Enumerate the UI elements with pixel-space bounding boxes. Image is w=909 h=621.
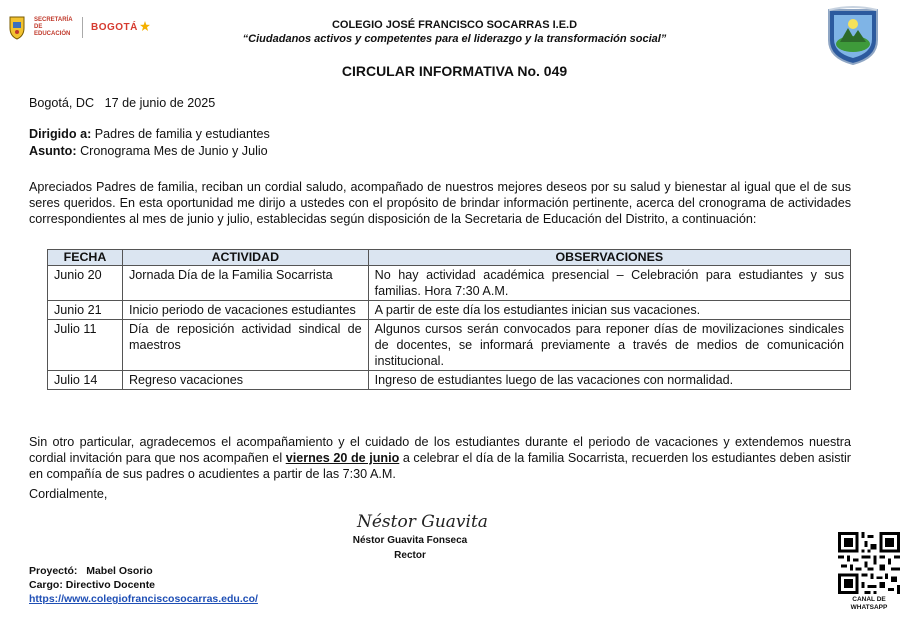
school-website-link[interactable]: https://www.colegiofranciscosocarras.edu.co/	[29, 593, 258, 605]
closing-paragraph	[29, 434, 851, 482]
secretaria-educacion-logo: SECRETARÍA DE EDUCACIÓN	[34, 17, 83, 38]
bogota-logo-text: BOGOTÁ	[91, 21, 138, 33]
cell-actividad: Regreso vacaciones	[122, 371, 368, 390]
qr-label	[832, 596, 906, 612]
closing-text-1: Sin otro particular, agradecemos el acompañamiento y el cuidado de los estudiantes durante el periodo de vacaciones y extendemos nuestra cordial invitación para que nos acompañen el	[29, 435, 851, 465]
prepared-by	[29, 564, 258, 578]
circular-title: CIRCULAR INFORMATIVA No. 049	[341, 63, 568, 79]
header-actividad: ACTIVIDAD	[122, 250, 368, 266]
header-observaciones: OBSERVACIONES	[368, 250, 850, 266]
role-line: Cargo: Directivo Docente	[29, 579, 156, 591]
table-row	[48, 266, 851, 301]
schedule-table	[47, 249, 851, 390]
intro-paragraph: Apreciados Padres de familia, reciban un cordial saludo, acompañado de nuestros mejores deseos por su salud y bienestar al igual que el de sus seres queridos. En esta oportunidad me dirijo a ustedes con el propósito de brindar información pertinente, acerca del cronograma de actividades correspondientes al mes de junio y julio, establecidas según disposición de la Secretaria de Educación del Distrito, a continuación:	[29, 180, 851, 226]
cell-observaciones: Algunos cursos serán convocados para reponer días de movilizaciones sindicales de docentes, se informará previamente a través de medios de comunicación institucional.	[368, 320, 850, 371]
header-fecha: FECHA	[48, 250, 123, 266]
addressee-line	[29, 126, 270, 142]
cell-observaciones: No hay actividad académica presencial – Celebración para estudiantes y sus familias. Hora 7:30 A.M.	[368, 266, 850, 301]
qr-label-line2: WHATSAPP	[850, 604, 888, 611]
table-row	[48, 320, 851, 371]
signer-role: Rector	[394, 550, 426, 561]
table-row	[48, 301, 851, 320]
signer-name: Néstor Guavita Fonseca	[352, 535, 468, 546]
addressee-label: Dirigido a:	[29, 127, 92, 141]
prepared-by-value: Mabel Osorio	[86, 565, 153, 577]
cell-actividad: Jornada Día de la Familia Socarrista	[122, 266, 368, 301]
cell-observaciones: A partir de este día los estudiantes inician sus vacaciones.	[368, 301, 850, 320]
svg-text:Néstor Guavita: Néstor Guavita	[357, 512, 488, 532]
school-name: COLEGIO JOSÉ FRANCISCO SOCARRAS I.E.D	[331, 19, 578, 31]
subject-value: Cronograma Mes de Junio y Julio	[76, 144, 268, 158]
date-line: Bogotá, DC 17 de junio de 2025	[29, 96, 216, 110]
cell-actividad: Día de reposición actividad sindical de maestros	[122, 320, 368, 371]
cell-actividad: Inicio periodo de vacaciones estudiantes	[122, 301, 368, 320]
subject-line	[29, 143, 268, 159]
farewell: Cordialmente,	[29, 487, 108, 501]
whatsapp-qr-code[interactable]	[838, 532, 900, 594]
table-row	[48, 371, 851, 390]
subject-label: Asunto:	[29, 144, 77, 158]
cell-fecha: Julio 11	[48, 320, 123, 371]
highlight-date: viernes 20 de junio	[285, 451, 400, 465]
cell-fecha: Julio 14	[48, 371, 123, 390]
addressee-value: Padres de familia y estudiantes	[91, 127, 270, 141]
cell-fecha: Junio 20	[48, 266, 123, 301]
prepared-by-label: Proyectó:	[29, 565, 78, 577]
cell-fecha: Junio 21	[48, 301, 123, 320]
qr-label-line1: CANAL DE	[852, 596, 886, 603]
cell-observaciones: Ingreso de estudiantes luego de las vacaciones con normalidad.	[368, 371, 850, 390]
school-motto: “Ciudadanos activos y competentes para el liderazgo y la transformación social”	[242, 33, 667, 45]
footer-block	[29, 564, 258, 606]
table-header-row	[48, 250, 851, 266]
handwritten-signature	[355, 505, 495, 535]
closing-text-2: a celebrar el día de la familia Socarrista, recuerden los estudiantes deben asistir en compañía de sus padres o acudientes a partir de las 7:30 A.M.	[29, 451, 851, 481]
